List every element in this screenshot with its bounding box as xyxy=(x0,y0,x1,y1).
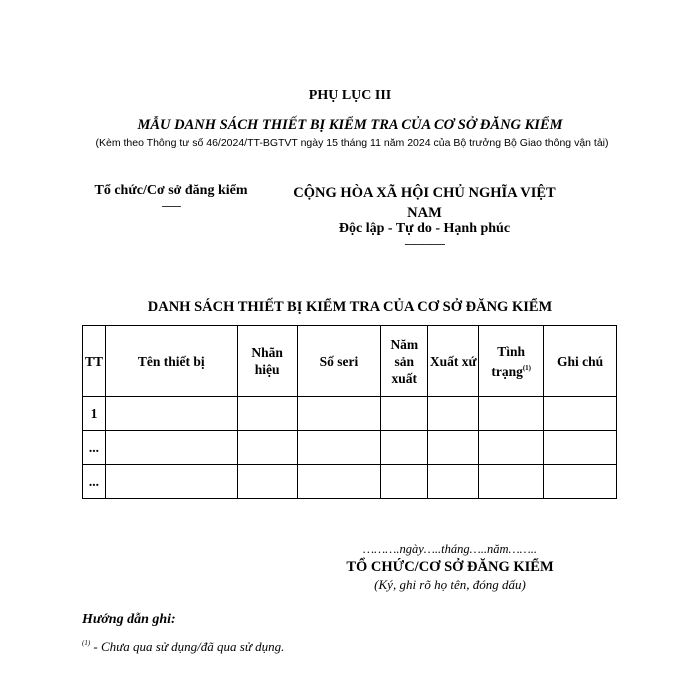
equipment-table xyxy=(82,325,617,499)
table-cell xyxy=(479,465,544,499)
table-cell xyxy=(237,397,297,431)
table-row xyxy=(83,431,617,465)
table-cell xyxy=(428,465,479,499)
table-cell xyxy=(544,431,617,465)
signature-date: ……….ngày…..tháng…..năm…….. xyxy=(363,542,537,556)
guide-title: Hướng dẫn ghi: xyxy=(82,612,176,627)
row-number: ... xyxy=(83,465,106,499)
row-number: ... xyxy=(83,431,106,465)
status-footnote-marker: (1) xyxy=(522,363,531,372)
guide-note xyxy=(82,639,284,655)
signature-organization: TỔ CHỨC/CƠ SỞ ĐĂNG KIỂM xyxy=(346,559,554,575)
table-cell xyxy=(428,397,479,431)
table-cell xyxy=(428,431,479,465)
table-cell xyxy=(297,431,381,465)
motto-divider: --------------- xyxy=(404,238,445,250)
national-title: CỘNG HÒA XÃ HỘI CHỦ NGHĨA VIỆT NAM xyxy=(293,185,556,221)
header-origin: Xuất xứ xyxy=(428,326,479,397)
header-note: Ghi chú xyxy=(544,326,617,397)
organization-divider: ------- xyxy=(161,200,181,212)
table-cell xyxy=(479,397,544,431)
row-number: 1 xyxy=(83,397,106,431)
header-status: Tình trạng$^{(1)}$ xyxy=(479,326,544,397)
table-cell xyxy=(237,431,297,465)
guide-note-text: - Chưa qua sử dụng/đã qua sử dụng. xyxy=(90,639,285,654)
table-cell xyxy=(479,431,544,465)
header-brand: Nhãn hiệu xyxy=(237,326,297,397)
table-cell xyxy=(105,431,237,465)
header-device-name: Tên thiết bị xyxy=(105,326,237,397)
organization-name: Tổ chức/Cơ sở đăng kiểm xyxy=(94,183,248,198)
appendix-title: PHỤ LỤC III xyxy=(308,88,392,103)
header-tt: TT xyxy=(83,326,106,397)
table-cell xyxy=(237,465,297,499)
guide-footnote-marker: (1) xyxy=(82,639,91,647)
table-cell xyxy=(297,465,381,499)
list-title: DANH SÁCH THIẾT BỊ KIỂM TRA CỦA CƠ SỞ ĐĂNG KIỂM xyxy=(147,299,553,315)
form-title: MẪU DANH SÁCH THIẾT BỊ KIỂM TRA CỦA CƠ SỞ ĐĂNG KIỂM xyxy=(137,117,563,133)
table-cell xyxy=(297,397,381,431)
table-cell xyxy=(381,465,428,499)
table-cell xyxy=(381,431,428,465)
header-serial: Số seri xyxy=(297,326,381,397)
table-row xyxy=(83,465,617,499)
table-cell xyxy=(544,465,617,499)
table-cell xyxy=(105,465,237,499)
table-cell xyxy=(381,397,428,431)
table-cell xyxy=(105,397,237,431)
table-header-row xyxy=(83,326,617,397)
signature-instruction: (Ký, ghi rõ họ tên, đóng dấu) xyxy=(374,577,526,592)
form-subtitle: (Kèm theo Thông tư số 46/2024/TT-BGTVT ngày 15 tháng 11 năm 2024 của Bộ trưởng Bộ Giao thông vận tải) xyxy=(95,137,609,149)
table-cell xyxy=(544,397,617,431)
table-row xyxy=(83,397,617,431)
header-manufacture-year: Năm sản xuất xyxy=(381,326,428,397)
national-motto: Độc lập - Tự do - Hạnh phúc xyxy=(338,221,511,236)
